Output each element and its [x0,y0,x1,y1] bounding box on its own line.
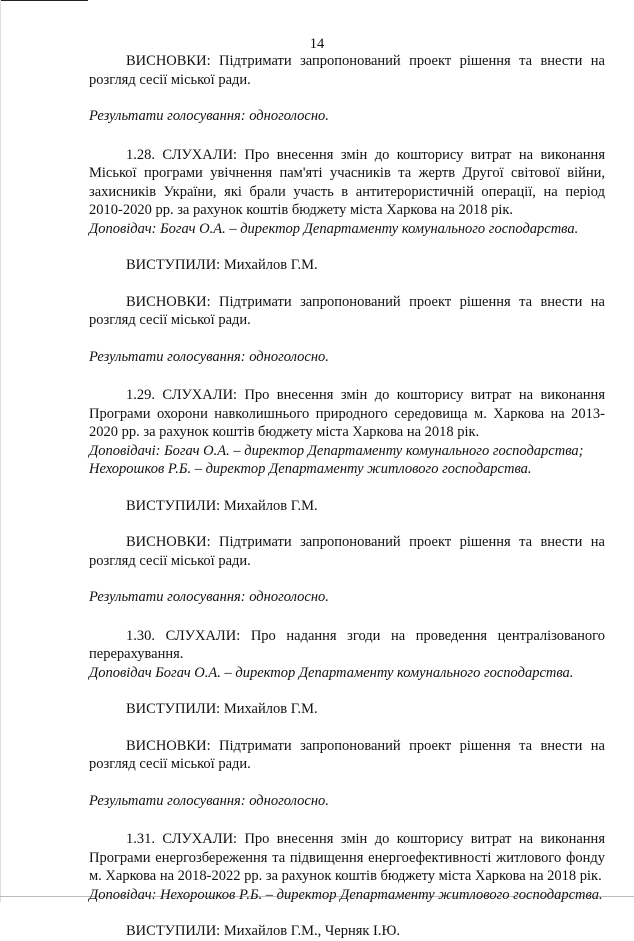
speaker-line: Доповідач: Нехорошков Р.Б. – директор Департаменту житлового господарства. [89,886,603,903]
vote-result-intro: Результати голосування: одноголосно. [89,108,329,124]
speaker-line: Доповідачі: Богач О.А. – директор Департаменту комунального господарства; [89,442,584,459]
scan-corner-line [0,0,88,1]
scan-left-edge [0,0,1,902]
conclusions-1-28: ВИСНОВКИ: Підтримати запропонований проект рішення та внести на розгляд сесії міської ради. [89,293,605,328]
speaker-1-30 [89,664,605,683]
vote-result-1-30: Результати голосування: одноголосно. [89,792,329,809]
document-body [89,52,605,941]
heard-item-1-29: 1.29. СЛУХАЛИ: Про внесення змін до кошторису витрат на виконання Програми охорони навколишнього природного середовища м. Харкова на 2013-2020 рр. за рахунок коштів бюджету міста Харкова на 2018 рік. [89,387,605,440]
spoke-1-29: ВИСТУПИЛИ: Михайлов Г.М. [126,497,318,514]
heard-item-1-28: 1.28. СЛУХАЛИ: Про внесення змін до кошторису витрат на виконання Міської програми увічнення пам'яті учасників та жертв Другої світової війни, захисників України, які брали участь в антитерористичній операції, на період 2010-2020 рр. за рахунок коштів бюджету міста Харкова на 2018 рік. [89,146,605,218]
speaker-1-28 [89,220,605,239]
speaker-line: Доповідач: Богач О.А. – директор Департаменту комунального господарства. [89,220,579,237]
heard-item-1-30: 1.30. СЛУХАЛИ: Про надання згоди на проведення централізованого перерахування. [89,627,605,662]
speaker-1-29 [89,442,605,479]
heard-item-1-31: 1.31. СЛУХАЛИ: Про внесення змін до кошторису витрат на виконання Програми енергозбереження та підвищення енергоефективності житлового фонду м. Харкова на 2018-2022 рр. за рахунок коштів бюджету міста Харкова на 2018 рік. [89,831,605,884]
page-number: 14 [309,36,325,52]
spoke-1-31: ВИСТУПИЛИ: Михайлов Г.М., Черняк І.Ю. [126,923,401,939]
speaker-line: Доповідач Богач О.А. – директор Департаменту комунального господарства. [89,664,574,681]
spoke-1-30: ВИСТУПИЛИ: Михайлов Г.М. [126,701,318,717]
conclusions-1-29: ВИСНОВКИ: Підтримати запропонований проект рішення та внести на розгляд сесії міської ради. [89,534,605,569]
conclusions-1-30: ВИСНОВКИ: Підтримати запропонований проект рішення та внести на розгляд сесії міської ради. [89,737,605,772]
speaker-line: Нехорошков Р.Б. – директор Департаменту житлового господарства. [89,461,532,477]
vote-result-1-29: Результати голосування: одноголосно. [89,589,329,605]
vote-result-1-28: Результати голосування: одноголосно. [89,348,329,365]
spoke-1-28: ВИСТУПИЛИ: Михайлов Г.М. [126,257,318,273]
conclusions-intro: ВИСНОВКИ: Підтримати запропонований проект рішення та внести на розгляд сесії міської ради. [89,53,605,88]
speaker-1-31 [89,886,605,905]
